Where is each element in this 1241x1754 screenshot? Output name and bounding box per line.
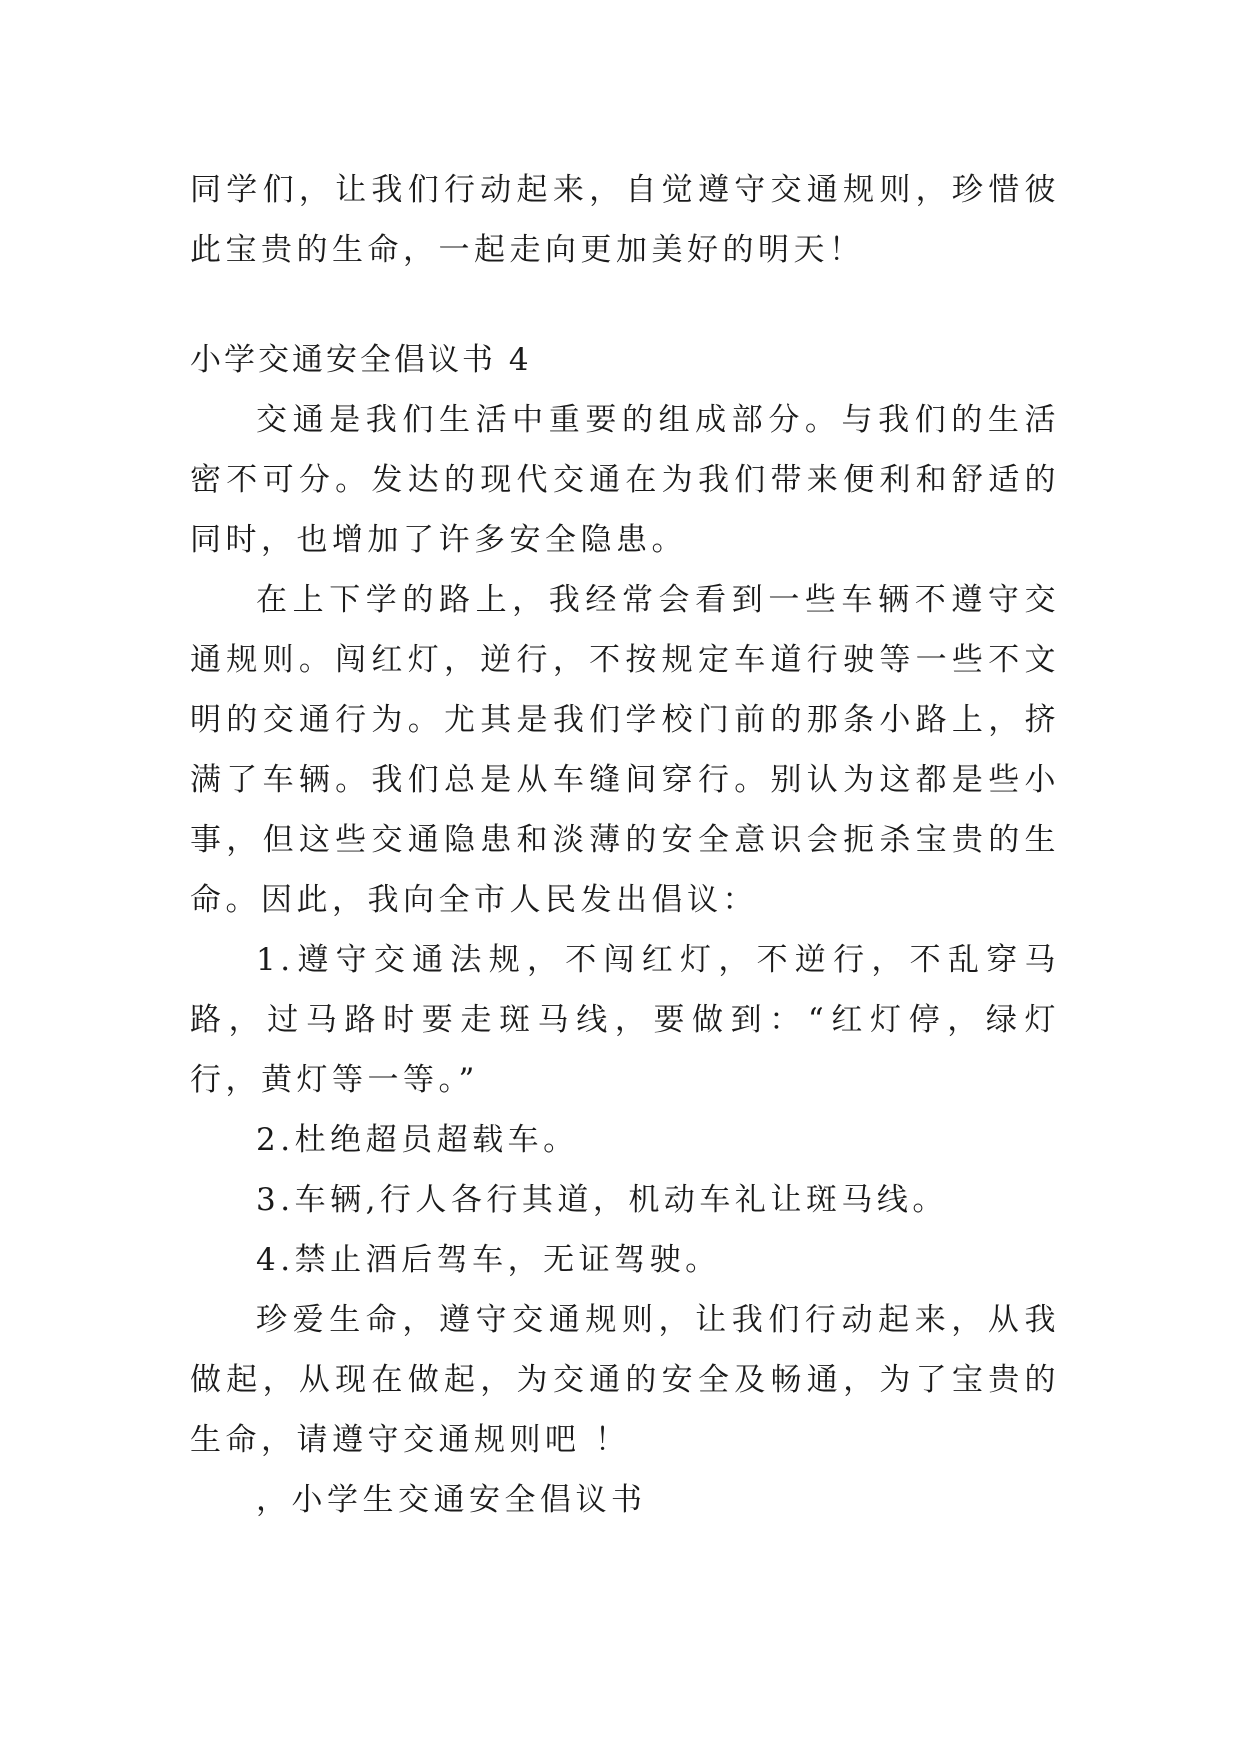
- proposal-item-2: 2.杜绝超员超载车。: [256, 1122, 579, 1158]
- paragraph-observation: 在上下学的路上，我经常会看到一些车辆不遵守交通规则。闯红灯，逆行，不按规定车道行驶等一些不文明的交通行为。尤其是我们学校门前的那条小路上，挤满了车辆。我们总是从车缝间穿行。别认为这都是些小事，但这些交通隐患和淡薄的安全意识会扼杀宝贵的生命。因此，我向全市人民发出倡议：: [190, 582, 1060, 918]
- closing-paragraph-previous: 同学们，让我们行动起来，自觉遵守交通规则，珍惜彼此宝贵的生命，一起走向更加美好的明天！: [190, 172, 1060, 268]
- proposal-item-1: 1.遵守交通法规，不闯红灯，不逆行，不乱穿马路，过马路时要走斑马线，要做到：“红灯停，绿灯行，黄灯等一等。”: [190, 942, 1060, 1098]
- document-body: [190, 160, 1060, 1530]
- proposal-item-3: 3.车辆,行人各行其道，机动车礼让斑马线。: [256, 1182, 948, 1218]
- proposal-item-4: 4.禁止酒后驾车，无证驾驶。: [256, 1242, 721, 1278]
- paragraph-conclusion: 珍爱生命，遵守交通规则，让我们行动起来，从我做起，从现在做起，为交通的安全及畅通，为了宝贵的生命，请遵守交通规则吧 ！: [190, 1302, 1060, 1458]
- paragraph-intro: 交通是我们生活中重要的组成部分。与我们的生活密不可分。发达的现代交通在为我们带来便利和舒适的同时，也增加了许多安全隐患。: [190, 402, 1060, 558]
- section-title: 小学交通安全倡议书 4: [190, 342, 532, 378]
- trailing-caption: ，小学生交通安全倡议书: [256, 1482, 647, 1518]
